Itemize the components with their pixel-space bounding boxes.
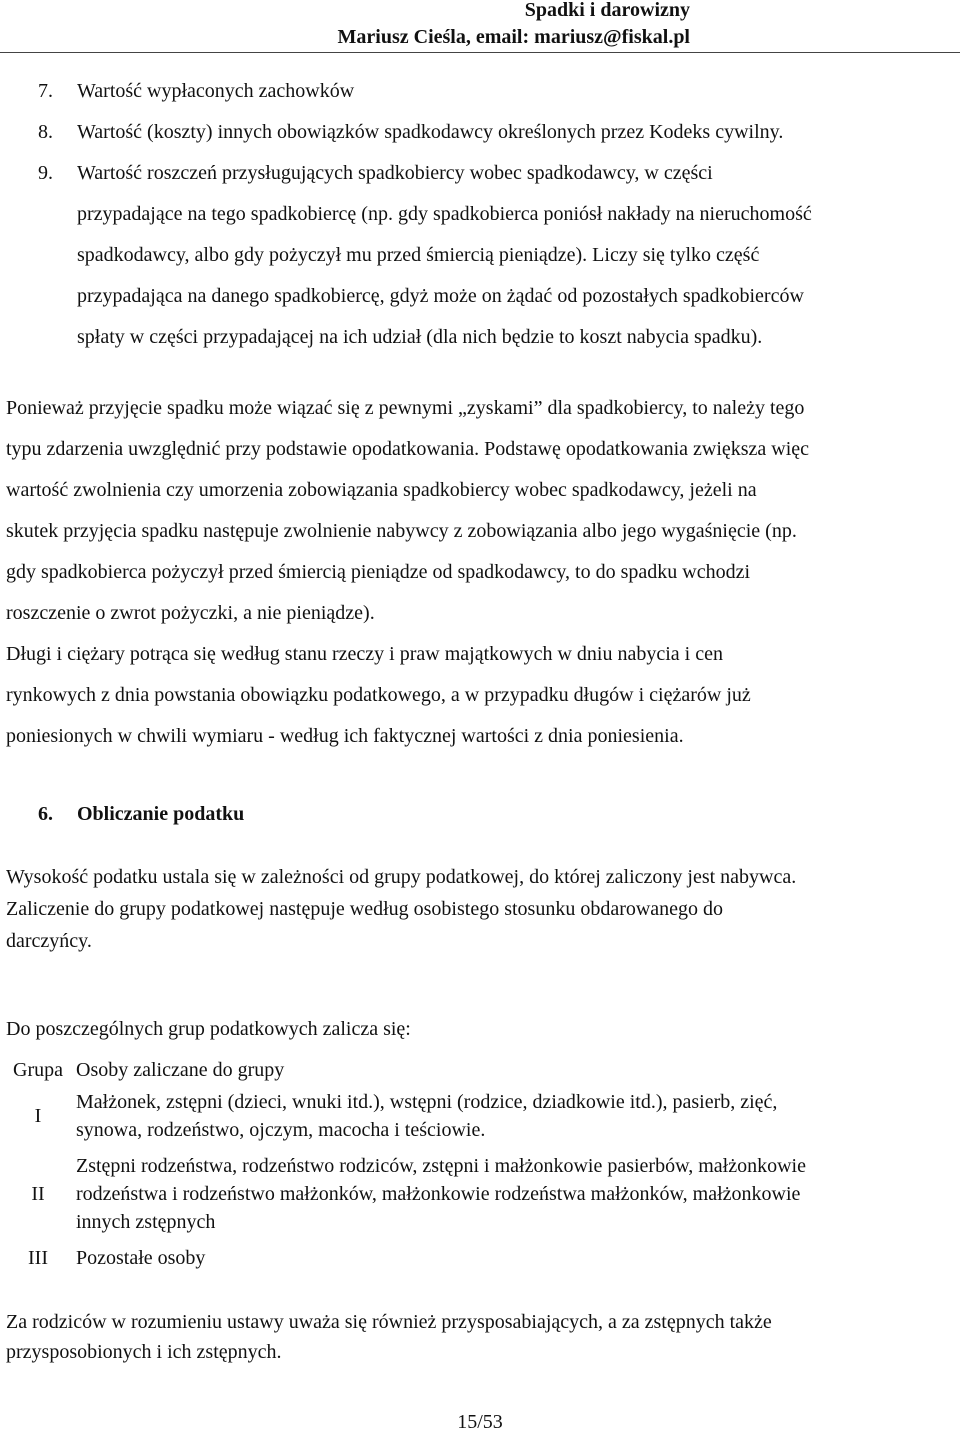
group-description-line: Pozostałe osoby (76, 1247, 206, 1269)
header-divider (0, 52, 960, 53)
list-text-line: Wartość roszczeń przysługujących spadkobiercy wobec spadkodawcy, w części (77, 162, 713, 184)
paragraph-groups-intro: Do poszczególnych grup podatkowych zalicza się: (6, 1018, 411, 1040)
tax-groups-table (6, 1056, 960, 1276)
table-row (6, 1084, 960, 1148)
paragraph-line: typu zdarzenia uwzględnić przy podstawie opodatkowania. Podstawę opodatkowania zwiększa więc (6, 438, 810, 460)
list-text-line: spadkodawcy, albo gdy pożyczył mu przed śmiercią pieniądze). Liczy się tylko część (77, 244, 760, 266)
list-text: Wartość wypłaconych zachowków (77, 80, 355, 102)
section-title: Obliczanie podatku (77, 803, 245, 825)
paragraph-line: roszczenie o zwrot pożyczki, a nie pieniądze). (6, 602, 375, 624)
group-label: I (34, 1105, 42, 1127)
paragraph-line: Wysokość podatku ustala się w zależności od grupy podatkowej, do której zaliczony jest nabywca. (6, 866, 797, 888)
list-number: 8. (38, 121, 53, 143)
paragraph-line: Zaliczenie do grupy podatkowej następuje według osobistego stosunku obdarowanego do (6, 898, 724, 920)
group-description (70, 1084, 960, 1148)
paragraph-line: wartość zwolnienia czy umorzenia zobowiązania spadkobiercy wobec spadkodawcy, jeżeli na (6, 479, 757, 501)
paragraph-line: darczyńcy. (6, 930, 92, 952)
author-line: Mariusz Cieśla, email: mariusz@fiskal.pl (337, 26, 690, 48)
table-row (6, 1240, 960, 1276)
table-header-persons: Osoby zaliczane do grupy (76, 1059, 285, 1081)
table-header-row (6, 1056, 960, 1084)
page-number: 15/53 (457, 1411, 503, 1433)
group-description (70, 1240, 960, 1276)
group-description-line: Zstępni rodzeństwa, rodzeństwo rodziców, zstępni i małżonkowie pasierbów, małżonkowie (76, 1155, 806, 1177)
paragraph-line: Ponieważ przyjęcie spadku może wiązać się z pewnymi „zyskami” dla spadkobiercy, to należy tego (6, 397, 805, 419)
group-description-line: rodzeństwa i rodzeństwo małżonków, małżonkowie rodzeństwa małżonków, małżonkowie (76, 1183, 801, 1205)
list-text: Wartość (koszty) innych obowiązków spadkodawcy określonych przez Kodeks cywilny. (77, 121, 784, 143)
paragraph-line: Długi i ciężary potrąca się według stanu rzeczy i praw majątkowych w dniu nabycia i cen (6, 643, 723, 665)
list-text-line: przypadająca na danego spadkobiercę, gdyż może on żądać od pozostałych spadkobierców (77, 285, 804, 307)
group-label: II (31, 1183, 45, 1205)
list-text-line: spłaty w części przypadającej na ich udział (dla nich będzie to koszt nabycia spadku). (77, 326, 763, 348)
paragraph-line: przysposobionych i ich zstępnych. (6, 1341, 282, 1363)
paragraph-line: rynkowych z dnia powstania obowiązku podatkowego, a w przypadku długów i ciężarów już (6, 684, 751, 706)
list-number: 9. (38, 162, 53, 184)
group-label: III (28, 1247, 48, 1269)
group-description (70, 1148, 960, 1240)
paragraph-line: Za rodziców w rozumieniu ustawy uważa się również przysposabiających, a za zstępnych także (6, 1311, 772, 1333)
list-number: 7. (38, 80, 53, 102)
paragraph-line: gdy spadkobierca pożyczył przed śmiercią pieniądze od spadkodawcy, to do spadku wchodzi (6, 561, 751, 583)
section-number: 6. (38, 803, 53, 825)
group-description-line: innych zstępnych (76, 1211, 216, 1233)
table-header-group: Grupa (13, 1059, 63, 1081)
paragraph-line: poniesionych w chwili wymiaru - według ich faktycznej wartości z dnia poniesienia. (6, 725, 684, 747)
table-row (6, 1148, 960, 1240)
group-description-line: Małżonek, zstępni (dzieci, wnuki itd.), wstępni (rodzice, dziadkowie itd.), pasierb, zięć, (76, 1091, 778, 1113)
group-description-line: synowa, rodzeństwo, ojczym, macocha i teściowie. (76, 1119, 486, 1141)
document-title: Spadki i darowizny (524, 0, 690, 21)
paragraph-line: skutek przyjęcia spadku następuje zwolnienie nabywcy z zobowiązania albo jego wygaśnięcie (np. (6, 520, 797, 542)
list-text-line: przypadające na tego spadkobiercę (np. gdy spadkobierca poniósł nakłady na nieruchomość (77, 203, 812, 225)
